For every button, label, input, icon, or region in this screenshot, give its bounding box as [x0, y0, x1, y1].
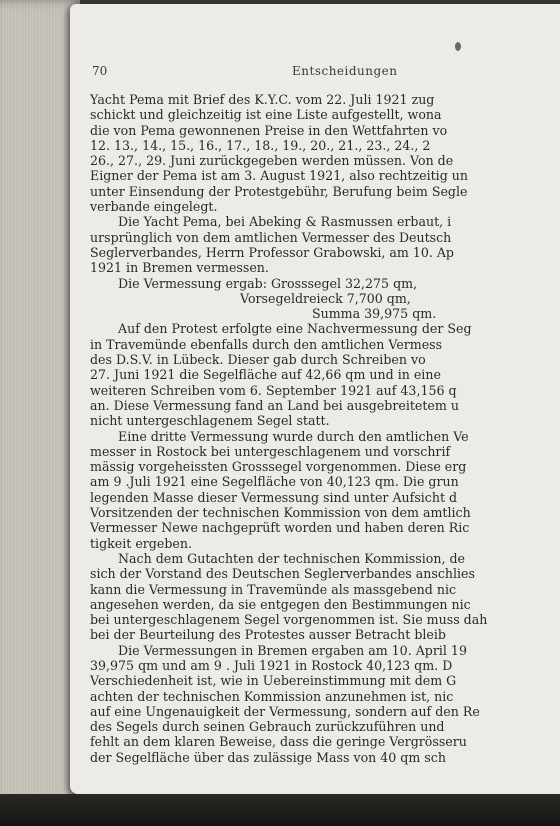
- page-number: 70: [92, 64, 108, 78]
- text-line: nicht untergeschlagenem Segel statt.: [90, 413, 330, 429]
- text-line: Summa 39,975 qm.: [312, 306, 437, 322]
- text-line: 1921 in Bremen vermessen.: [90, 260, 269, 276]
- text-line: an. Diese Vermessung fand an Land bei ausgebreitetem u: [90, 397, 459, 413]
- text-line: bei der Beurteilung des Protestes ausser Betracht bleib: [90, 627, 446, 643]
- text-line: Vorsegeldreieck 7,700 qm,: [240, 290, 411, 306]
- text-line: Nach dem Gutachten der technischen Kommission, de: [118, 550, 465, 566]
- text-line: die von Pema gewonnenen Preise in den Wettfahrten vo: [90, 122, 448, 138]
- text-line: auf eine Ungenauigkeit der Vermessung, sondern auf den Re: [90, 703, 480, 719]
- text-line: Die Yacht Pema, bei Abeking & Rasmussen erbaut, i: [118, 214, 452, 230]
- text-line: Seglerverbandes, Herrn Professor Grabowski, am 10. Ap: [90, 244, 454, 260]
- text-line: kann die Vermessung in Travemünde als massgebend nic: [90, 581, 457, 597]
- text-line: schickt und gleichzeitig ist eine Liste aufgestellt, wona: [90, 107, 442, 123]
- text-line: Auf den Protest erfolgte eine Nachvermessung der Seg: [118, 321, 472, 337]
- text-line: des D.S.V. in Lübeck. Dieser gab durch Schreiben vo: [90, 352, 426, 368]
- page-header: [92, 64, 560, 82]
- body-text: [90, 92, 560, 765]
- text-line: 26., 27., 29. Juni zurückgegeben werden müssen. Von de: [90, 153, 454, 169]
- text-line: 27. Juni 1921 die Segelfläche auf 42,66 qm und in eine: [90, 367, 441, 383]
- text-line: Vermesser Newe nachgeprüft worden und haben deren Ric: [90, 520, 470, 536]
- text-line: sich der Vorstand des Deutschen Seglerverbandes anschlies: [90, 566, 475, 582]
- text-line: angesehen werden, da sie entgegen den Bestimmungen nic: [90, 596, 471, 612]
- text-line: fehlt an dem klaren Beweise, dass die geringe Vergrösseru: [90, 734, 467, 750]
- text-line: der Segelfläche über das zulässige Mass von 40 qm sch: [90, 749, 446, 765]
- running-title: Entscheidungen: [292, 64, 398, 78]
- page-stack-edge: [0, 0, 80, 826]
- text-line: verbande eingelegt.: [90, 199, 218, 215]
- text-line: weiteren Schreiben vom 6. September 1921 auf 43,156 q: [90, 382, 457, 398]
- text-line: unter Einsendung der Protestgebühr, Berufung beim Segle: [90, 183, 468, 199]
- ink-spot: [455, 42, 461, 51]
- text-line: Die Vermessung ergab: Grosssegel 32,275 qm,: [118, 275, 418, 291]
- text-line: Eigner der Pema ist am 3. August 1921, also rechtzeitig un: [90, 168, 468, 184]
- text-line: Vorsitzenden der technischen Kommission von dem amtlich: [90, 505, 471, 521]
- text-line: tigkeit ergeben.: [90, 535, 192, 551]
- text-line: bei untergeschlagenem Segel vorgenommen ist. Sie muss dah: [90, 612, 488, 628]
- text-line: ursprünglich von dem amtlichen Vermesser des Deutsch: [90, 229, 452, 245]
- text-line: in Travemünde ebenfalls durch den amtlichen Vermess: [90, 336, 443, 352]
- text-line: messer in Rostock bei untergeschlagenem und vorschrif: [90, 443, 451, 459]
- text-line: achten der technischen Kommission anzunehmen ist, nic: [90, 688, 454, 704]
- text-line: 12. 13., 14., 15., 16., 17., 18., 19., 20., 21., 23., 24., 2: [90, 137, 431, 153]
- text-line: Die Vermessungen in Bremen ergaben am 10. April 19: [118, 642, 467, 658]
- text-line: am 9 .Juli 1921 eine Segelfläche von 40,123 qm. Die grun: [90, 474, 459, 490]
- text-line: Eine dritte Vermessung wurde durch den amtlichen Ve: [118, 428, 469, 444]
- text-line: mässig vorgeheissten Grosssegel vorgenommen. Diese erg: [90, 459, 467, 475]
- bottom-shadow: [0, 794, 560, 826]
- text-line: Verschiedenheit ist, wie in Uebereinstimmung mit dem G: [90, 673, 457, 689]
- text-line: Yacht Pema mit Brief des K.Y.C. vom 22. Juli 1921 zug: [90, 92, 435, 107]
- text-line: des Segels durch seinen Gebrauch zurückzuführen und: [90, 719, 445, 735]
- text-line: 39,975 qm und am 9 . Juli 1921 in Rostock 40,123 qm. D: [90, 657, 453, 673]
- text-line: legenden Masse dieser Vermessung sind unter Aufsicht d: [90, 489, 458, 505]
